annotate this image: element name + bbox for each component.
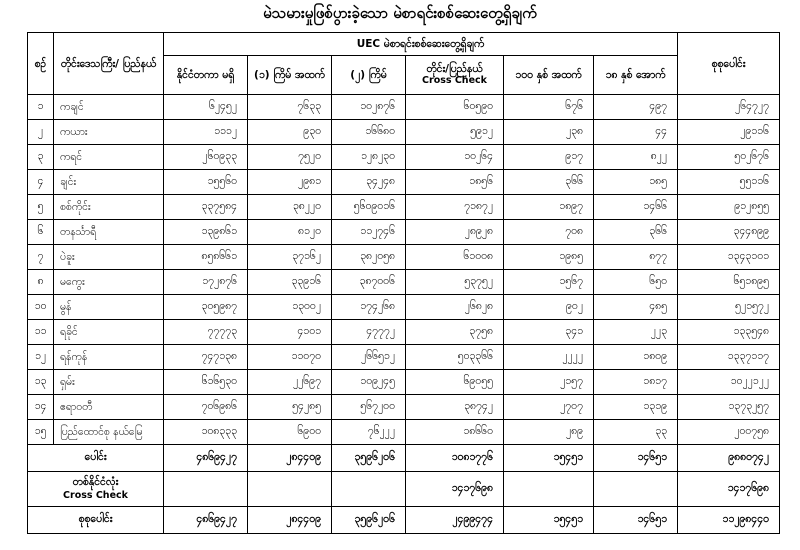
cell-c1: ၃၀၅၉၈၇ bbox=[164, 295, 248, 320]
cell-c2: ၃၇၁၆၂ bbox=[248, 245, 332, 270]
cell-total: ၁၃၇၃၂၅၇ bbox=[678, 395, 780, 420]
table-row bbox=[28, 220, 780, 245]
cell-c4: ၅၃၇၅၂ bbox=[406, 270, 504, 295]
cell-total: ၆၅၁၈၉၅ bbox=[678, 270, 780, 295]
row-region-name: ပဲခူး bbox=[54, 245, 164, 270]
cell-c2: ၁၃၀၀၂ bbox=[248, 295, 332, 320]
cell-c5: ၂၇၀၇ bbox=[504, 395, 594, 420]
cell-c6: ၁၈၁၇ bbox=[594, 370, 678, 395]
grand-total-c4: ၂၄၉၉၄၇၄ bbox=[406, 507, 504, 534]
cell-c3: ၃၈၇၀၀၆ bbox=[332, 270, 406, 295]
cell-c4: ၅၉၁၂ bbox=[406, 120, 504, 145]
table-row bbox=[28, 345, 780, 370]
cell-c4: ၁၈၆၆၀ bbox=[406, 420, 504, 445]
totals-label: ပေါင်း bbox=[28, 445, 164, 472]
grand-total-c3: ၃၅၉၆၂၀၆ bbox=[332, 507, 406, 534]
totals-c4: ၁၀၈၁၇၇၆ bbox=[406, 445, 504, 472]
cell-c1: ၁၀၈၃၃၃ bbox=[164, 420, 248, 445]
cell-c6: ၁၈၀၉ bbox=[594, 345, 678, 370]
header-total: စုစုပေါင်း bbox=[678, 33, 780, 95]
cross-check-empty bbox=[594, 472, 678, 507]
cell-c6: ၈၇၇ bbox=[594, 245, 678, 270]
header-col-3 bbox=[332, 56, 406, 95]
cell-c4: ၅၀၃၃၆၆ bbox=[406, 345, 504, 370]
row-index: ၅ bbox=[28, 195, 54, 220]
cell-total: ၁၃၃၅၄၈ bbox=[678, 320, 780, 345]
grand-total-row bbox=[28, 507, 780, 534]
cell-total: ၂၆၄၇၂၇ bbox=[678, 95, 780, 120]
cell-c6: ၁၃၁၉ bbox=[594, 395, 678, 420]
grand-total-c6: ၁၄၆၅၁ bbox=[594, 507, 678, 534]
cell-c3: ၃၄၂၄၈ bbox=[332, 170, 406, 195]
cell-c4: ၆၀၅၉၀ bbox=[406, 95, 504, 120]
row-region-name: ရန်ကုန် bbox=[54, 345, 164, 370]
cell-c5: ၉၀၂ bbox=[504, 295, 594, 320]
row-region-name: ကချင် bbox=[54, 95, 164, 120]
row-index: ၁၃ bbox=[28, 370, 54, 395]
header-col-sub: Cross Check bbox=[422, 75, 487, 86]
table-row bbox=[28, 195, 780, 220]
cell-total: ၂၀၀၇၅၈ bbox=[678, 420, 780, 445]
table-row bbox=[28, 295, 780, 320]
cell-c4: ၆၉၀၅၅ bbox=[406, 370, 504, 395]
row-region-name: ရှမ်း bbox=[54, 370, 164, 395]
cell-c3: ၁၁၂၇၄၆ bbox=[332, 220, 406, 245]
row-index: ၁၂ bbox=[28, 345, 54, 370]
cell-c4: ၁၀၂၆၄ bbox=[406, 145, 504, 170]
row-index: ၁ bbox=[28, 95, 54, 120]
cell-c6: ၆၅၀ bbox=[594, 270, 678, 295]
totals-row bbox=[28, 445, 780, 472]
cross-check-label-text: တစ်နိုင်ငံလုံး bbox=[72, 476, 119, 488]
cell-c1: ၁၃၉၈၆၁ bbox=[164, 220, 248, 245]
row-index: ၁၄ bbox=[28, 395, 54, 420]
cell-c4: ၇၁၈၇၂ bbox=[406, 195, 504, 220]
header-col-label: (၂) ကြိမ် bbox=[350, 69, 387, 81]
cross-check-c4: ၁၄၁၇၆၉၈ bbox=[406, 472, 504, 507]
cell-c2: ၆၉၀၀ bbox=[248, 420, 332, 445]
cell-c2: ၂၂၆၉၇ bbox=[248, 370, 332, 395]
cell-c6: ၄၉၇ bbox=[594, 95, 678, 120]
cell-c1: ၁၅၅၆၀ bbox=[164, 170, 248, 195]
cell-c2: ၇၆၃၃ bbox=[248, 95, 332, 120]
table-row bbox=[28, 395, 780, 420]
cell-total: ၃၄၄၈၉၉ bbox=[678, 220, 780, 245]
table-row bbox=[28, 145, 780, 170]
grand-total-c2: ၂၈၄၄၀၉ bbox=[248, 507, 332, 534]
cell-c2: ၅၄၂၈၅ bbox=[248, 395, 332, 420]
table-row bbox=[28, 420, 780, 445]
header-index: စဉ် bbox=[28, 33, 54, 95]
cell-c6: ၄၈၅ bbox=[594, 295, 678, 320]
row-index: ၂ bbox=[28, 120, 54, 145]
cell-c2: ၂၉၈၁ bbox=[248, 170, 332, 195]
page-title: မဲသမားမှုဖြစ်ပွားခဲ့သော မဲစာရင်းစစ်ဆေးတွေ့ရှိချက် bbox=[263, 4, 537, 22]
header-col-label: နိုင်ငံတကာ မရှိ bbox=[176, 69, 235, 81]
cell-c6: ၃၃ bbox=[594, 420, 678, 445]
table-row bbox=[28, 270, 780, 295]
cell-c3: ၁၀၂၈၇၆ bbox=[332, 95, 406, 120]
cross-check-empty bbox=[332, 472, 406, 507]
cell-total: ၁၃၃၇၁၁၇ bbox=[678, 345, 780, 370]
cell-c1: ၁၇၂၈၇၆ bbox=[164, 270, 248, 295]
cell-c5: ၂၂၂၂ bbox=[504, 345, 594, 370]
cell-c4: ၁၈၅၆ bbox=[406, 170, 504, 195]
grand-total-label: စုစုပေါင်း bbox=[28, 507, 164, 534]
cross-check-label bbox=[28, 472, 164, 507]
cell-c2: ၄၁၀၁ bbox=[248, 320, 332, 345]
row-index: ၆ bbox=[28, 220, 54, 245]
cell-c4: ၂၆၈၂၈ bbox=[406, 295, 504, 320]
cell-c1: ၃၃၇၅၈၄ bbox=[164, 195, 248, 220]
header-col-label: တိုင်း/ပြည်နယ် bbox=[426, 63, 483, 75]
cell-c2: ၉၃၀ bbox=[248, 120, 332, 145]
totals-c5: ၁၅၄၅၁ bbox=[504, 445, 594, 472]
cell-total: ၁၃၄၃၁၀၁ bbox=[678, 245, 780, 270]
grand-total-total: ၁၁၂၉၈၄၄၀ bbox=[678, 507, 780, 534]
cell-c5: ၇၀၈ bbox=[504, 220, 594, 245]
header-col-5 bbox=[504, 56, 594, 95]
row-index: ၃ bbox=[28, 145, 54, 170]
header-col-2 bbox=[248, 56, 332, 95]
header-col-4 bbox=[406, 56, 504, 95]
cell-c6: ၈၂၂ bbox=[594, 145, 678, 170]
cell-c3: ၁၀၉၂၄၅ bbox=[332, 370, 406, 395]
totals-c1: ၄၈၆၉၄၂၇ bbox=[164, 445, 248, 472]
cell-total: ၂၉၁၁၆ bbox=[678, 120, 780, 145]
cross-check-empty bbox=[504, 472, 594, 507]
cell-c2: ၃၃၉၁၆ bbox=[248, 270, 332, 295]
cell-c6: ၁၈၅ bbox=[594, 170, 678, 195]
cell-c2: ၇၅၂၀ bbox=[248, 145, 332, 170]
cell-c3: ၄၇၇၇၂ bbox=[332, 320, 406, 345]
table-row bbox=[28, 245, 780, 270]
row-region-name: ပြည်ထောင်စု နယ်မြေ bbox=[54, 420, 164, 445]
header-col-label: (၁) ကြိမ် အထက် bbox=[254, 69, 325, 81]
header-col-6 bbox=[594, 56, 678, 95]
cell-total: ၅၂၁၅၇၂ bbox=[678, 295, 780, 320]
row-region-name: စစ်ကိုင်း bbox=[54, 195, 164, 220]
cell-c5: ၃၆၆ bbox=[504, 170, 594, 195]
cell-c5: ၁၈၉၇ bbox=[504, 195, 594, 220]
cell-c1: ၆၁၆၅၃၀ bbox=[164, 370, 248, 395]
cell-c4: ၂၈၉၂၈ bbox=[406, 220, 504, 245]
cell-c3: ၅၆၇၂၀၀ bbox=[332, 395, 406, 420]
cell-total: ၉၁၂၈၅၅ bbox=[678, 195, 780, 220]
header-col-1 bbox=[164, 56, 248, 95]
table-row bbox=[28, 320, 780, 345]
cell-total: ၅၅၁၁၆ bbox=[678, 170, 780, 195]
header-group-title: UEC မဲစာရင်းစစ်ဆေးတွေ့ရှိချက် bbox=[164, 33, 678, 56]
row-region-name: ရခိုင် bbox=[54, 320, 164, 345]
cell-c2: ၃၈၂၂၀ bbox=[248, 195, 332, 220]
cell-c3: ၁၇၄၂၆၈ bbox=[332, 295, 406, 320]
row-index: ၁၅ bbox=[28, 420, 54, 445]
grand-total-c1: ၄၈၆၉၄၂၇ bbox=[164, 507, 248, 534]
row-index: ၈ bbox=[28, 270, 54, 295]
cell-c3: ၅၆၀၉၀၁၆ bbox=[332, 195, 406, 220]
cell-c6: ၃၆၆ bbox=[594, 220, 678, 245]
cell-c4: ၃၈၇၄၂ bbox=[406, 395, 504, 420]
row-region-name: ကရင် bbox=[54, 145, 164, 170]
cell-c4: ၆၁၀၀၈ bbox=[406, 245, 504, 270]
cell-c5: ၂၁၅၇ bbox=[504, 370, 594, 395]
cell-c5: ၂၃၈ bbox=[504, 120, 594, 145]
row-region-name: တနင်္သာရီ bbox=[54, 220, 164, 245]
inspection-table bbox=[27, 32, 780, 534]
cell-c3: ၃၈၂၀၅၈ bbox=[332, 245, 406, 270]
row-index: ၁၀ bbox=[28, 295, 54, 320]
grand-total-c5: ၁၅၄၅၁ bbox=[504, 507, 594, 534]
cell-c3: ၇၆၂၂၂ bbox=[332, 420, 406, 445]
cell-total: ၁၀၂၂၁၂၂ bbox=[678, 370, 780, 395]
table-row bbox=[28, 370, 780, 395]
cross-check-row bbox=[28, 472, 780, 507]
cell-c1: ၇၇၇၇၃ bbox=[164, 320, 248, 345]
cross-check-sub-text: Cross Check bbox=[63, 490, 128, 501]
cell-c5: ၁၅၆၇ bbox=[504, 270, 594, 295]
cell-c1: ၂၆၀၉၃၃ bbox=[164, 145, 248, 170]
totals-c2: ၂၈၄၄၀၉ bbox=[248, 445, 332, 472]
header-region: တိုင်းဒေသကြီး/ ပြည်နယ် bbox=[54, 33, 164, 95]
cell-c5: ၉၁၇ bbox=[504, 145, 594, 170]
cell-c5: ၂၈၉ bbox=[504, 420, 594, 445]
table-row bbox=[28, 170, 780, 195]
cross-check-empty bbox=[164, 472, 248, 507]
cell-c1: ၇၀၆၉၈၆ bbox=[164, 395, 248, 420]
row-region-name: ချင်း bbox=[54, 170, 164, 195]
row-region-name: ဧရာဝတီ bbox=[54, 395, 164, 420]
cell-c3: ၁၂၈၂၃၀ bbox=[332, 145, 406, 170]
cell-c2: ၈၁၂၀ bbox=[248, 220, 332, 245]
cell-c3: ၂၆၆၅၁၂ bbox=[332, 345, 406, 370]
row-region-name: မကွေး bbox=[54, 270, 164, 295]
cross-check-empty bbox=[248, 472, 332, 507]
row-index: ၇ bbox=[28, 245, 54, 270]
cell-c5: ၆၇၆ bbox=[504, 95, 594, 120]
cell-c6: ၁၄၆၆ bbox=[594, 195, 678, 220]
totals-c3: ၃၅၉၆၂၀၆ bbox=[332, 445, 406, 472]
cell-c6: ၂၂၃ bbox=[594, 320, 678, 345]
cell-c5: ၁၉၈၅ bbox=[504, 245, 594, 270]
table-row bbox=[28, 95, 780, 120]
cell-c6: ၄၄ bbox=[594, 120, 678, 145]
row-index: ၄ bbox=[28, 170, 54, 195]
totals-total: ၉၈၈၀၇၄၂ bbox=[678, 445, 780, 472]
header-col-label: ၁၈ နှစ် အောက် bbox=[605, 69, 666, 81]
cell-c5: ၃၄၁ bbox=[504, 320, 594, 345]
cross-check-total: ၁၄၁၇၆၉၈ bbox=[678, 472, 780, 507]
row-region-name: ကယား bbox=[54, 120, 164, 145]
cell-c2: ၁၁၀၇၀ bbox=[248, 345, 332, 370]
totals-c6: ၁၄၆၅၁ bbox=[594, 445, 678, 472]
header-col-label: ၁၀၀ နှစ် အထက် bbox=[515, 69, 582, 81]
table-row bbox=[28, 120, 780, 145]
row-region-name: မွန် bbox=[54, 295, 164, 320]
cell-c1: ၁၁၁၂ bbox=[164, 120, 248, 145]
cell-c4: ၃၇၅၈ bbox=[406, 320, 504, 345]
cell-c1: ၇၄၇၁၃၈ bbox=[164, 345, 248, 370]
cell-c1: ၈၅၈၆၆၁ bbox=[164, 245, 248, 270]
cell-c3: ၁၆၆၈၀ bbox=[332, 120, 406, 145]
cell-total: ၅၀၂၆၇၆ bbox=[678, 145, 780, 170]
cell-c1: ၆၂၄၅၂ bbox=[164, 95, 248, 120]
row-index: ၁၁ bbox=[28, 320, 54, 345]
